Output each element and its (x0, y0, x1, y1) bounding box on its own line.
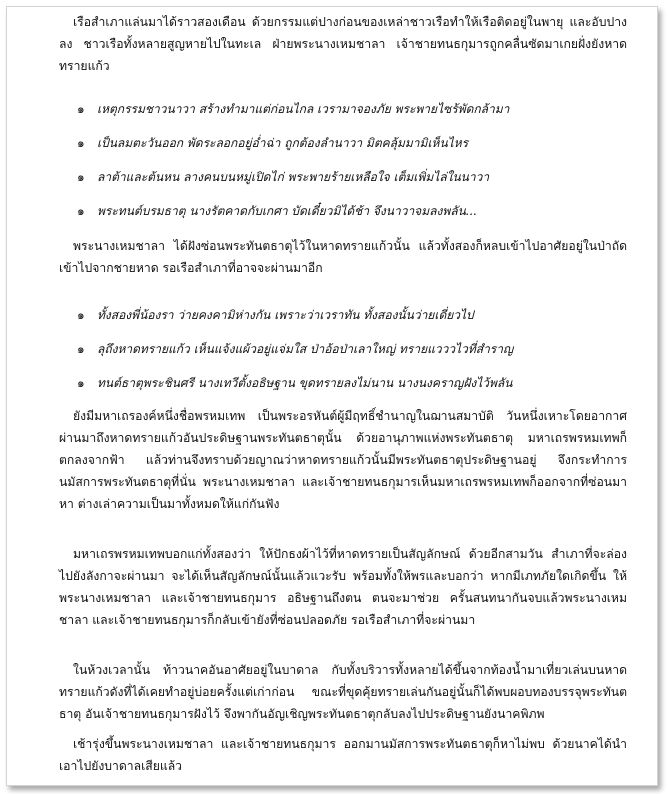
verse-a-4 (77, 203, 637, 219)
document-page (6, 6, 658, 786)
verse-text: เหตุกรรมชาวนาวา สร้างทำมาแต่ก่อนไกล เวรามาจองภัย พระพายไซร้พัดกล้ามา (97, 102, 510, 116)
paragraph-1-text: เรือสำเภาแล่นมาได้ราวสองเดือน ด้วยกรรมแต่ปางก่อนของเหล่าชาวเรือทำให้เรือติดอยู่ในพายุ และอับปางลง ชาวเรือทั้งหลายสูญหายไปในทะเล ฝ่ายพระนางเหมชาลา เจ้าชายทนธกุมารถูกคลื่นซัดมาเกยฝั่งยังหาดทรายแก้ว (59, 15, 627, 73)
verse-text: ลาต้าและต้นหน ลางคนบนหมู่เปิดไก่ พระพายร้ายเหลือใจ เต็มเพิ่มไล่ในนาวา (97, 170, 490, 184)
paragraph-1 (59, 11, 627, 77)
paragraph-5-text: ในห้วงเวลานั้น ท้าวนาคอันอาศัยอยู่ในบาดาล กับทั้งบริวารทั้งหลายได้ขึ้นจากท้องน้ำมาเที่ยวเล่นบนหาดทรายแก้วดังที่ได้เคยทำอยู่บ่อยครั้งแต่เก่าก่อน ขณะที่ขุดคุ้ยทรายเล่นกันอยู่นั้นก็ได้พบผอบทองบรรจุพระทันตธาตุ อันเจ้าชายทนธกุมารฝังไว้ จึงพากันอัญเชิญพระทันตธาตุกลับลงไปประดิษฐานยังนาคพิภพ (59, 663, 627, 721)
verse-number: ๑ (77, 136, 85, 150)
verse-number: ๑ (77, 170, 85, 184)
verse-text: ทั้งสองพี่น้องรา ว่ายคงคามิห่างกัน เพราะว่าเวราทัน ทั้งสองนั้นว่ายเดี่ยวไป (97, 308, 474, 322)
verse-a-1 (77, 101, 637, 117)
paragraph-4-text: มหาเถรพรหมเทพบอกแก่ทั้งสองว่า ให้ปักธงผ้าไว้ที่หาดทรายเป็นสัญลักษณ์ ด้วยอีกสามวัน สำเภาที่จะล่องไปยังลังกาจะผ่านมา จะได้เห็นสัญลักษณ์นั้นแล้วแวะรับ พร้อมทั้งให้พรและบอกว่า หากมีเภทภัยใดเกิดขึ้น ให้พระนางเหมชาลา และเจ้าชายทนธกุมาร อธิษฐานถึงตน ตนจะมาช่วย ครั้นสนทนากันจบแล้วพระนางเหมชาลา และเจ้าชายทนธกุมารก็กลับเข้ายังที่ซ่อนปลอดภัย รอเรือสำเภาที่จะผ่านมา (59, 547, 627, 627)
verse-text: ทนต์ธาตุพระชินศรี นางเทวีตั้งอธิษฐาน ขุดทรายลงไม่นาน นางนงคราญฝังไว้พลัน (97, 376, 513, 390)
verse-a-2 (77, 135, 637, 151)
verse-number: ๑ (77, 376, 85, 390)
paragraph-4 (59, 543, 627, 631)
paragraph-2 (59, 235, 627, 279)
paragraph-2-text: พระนางเหมชาลา ได้ฝังซ่อนพระทันตธาตุไว้ในหาดทรายแก้วนั้น แล้วทั้งสองก็หลบเข้าไปอาศัยอยู่ในป่าถัดเข้าไปจากชายหาด รอเรือสำเภาที่อาจจะผ่านมาอีก (59, 239, 627, 275)
verse-text: เป็นลมตะวันออก พัดระลอกอยู่อ่ำฉ่า ถูกต้องลำนาวา มิตคลุ้มมามิเห็นไหร (97, 136, 469, 150)
paragraph-6-text: เช้ารุ่งขึ้นพระนางเหมชาลา และเจ้าชายทนธกุมาร ออกมานมัสการพระทันตธาตุก็หาไม่พบ ด้วยนาคได้นำเอาไปยังบาดาลเสียแล้ว (59, 737, 627, 773)
paragraph-5 (59, 659, 627, 725)
paragraph-3-text: ยังมีมหาเถรองค์หนึ่งชื่อพรหมเทพ เป็นพระอรหันต์ผู้มีฤทธิ์ชำนาญในฌานสมาบัติ วันหนึ่งเหาะโดยอากาศผ่านมาถึงหาดทรายแก้วอันประดิษฐานพระทันตธาตุนั้น ด้วยอานุภาพแห่งพระทันตธาตุ มหาเถรพรหมเทพก็ตกลงจากฟ้า แล้วท่านจึงทราบด้วยญาณว่าหาดทรายแก้วนั้นมีพระทันตธาตุประดิษฐานอยู่ จึงกระทำการนมัสการพระทันตธาตุที่นั่น พระนางเหมชาลา และเจ้าชายทนธกุมารเห็นมหาเถรพรหมเทพก็ออกจากที่ซ่อนมาหา ต่างเล่าความเป็นมาทั้งหมดให้แก่กันฟัง (59, 409, 627, 511)
verse-b-3 (77, 375, 637, 391)
verse-number: ๑ (77, 308, 85, 322)
verse-number: ๑ (77, 204, 85, 218)
verse-text: พระทนต์บรมธาตุ นางรัตคาดกับเกศา บัดเดี๋ยวมิได้ช้า จึงนาวาจมลงพลัน... (97, 204, 478, 218)
paragraph-3 (59, 405, 627, 515)
verse-text: ลุถึงหาดทรายแก้ว เห็นแจ้งแผ้วอยู่แจ่มใส ป่าอ้อป่าเลาใหญ่ ทรายแวววไวที่สำราญ (97, 342, 514, 356)
verse-number: ๑ (77, 102, 85, 116)
verse-a-3 (77, 169, 637, 185)
paragraph-6 (59, 733, 627, 777)
verse-b-1 (77, 307, 637, 323)
verse-b-2 (77, 341, 637, 357)
verse-number: ๑ (77, 342, 85, 356)
